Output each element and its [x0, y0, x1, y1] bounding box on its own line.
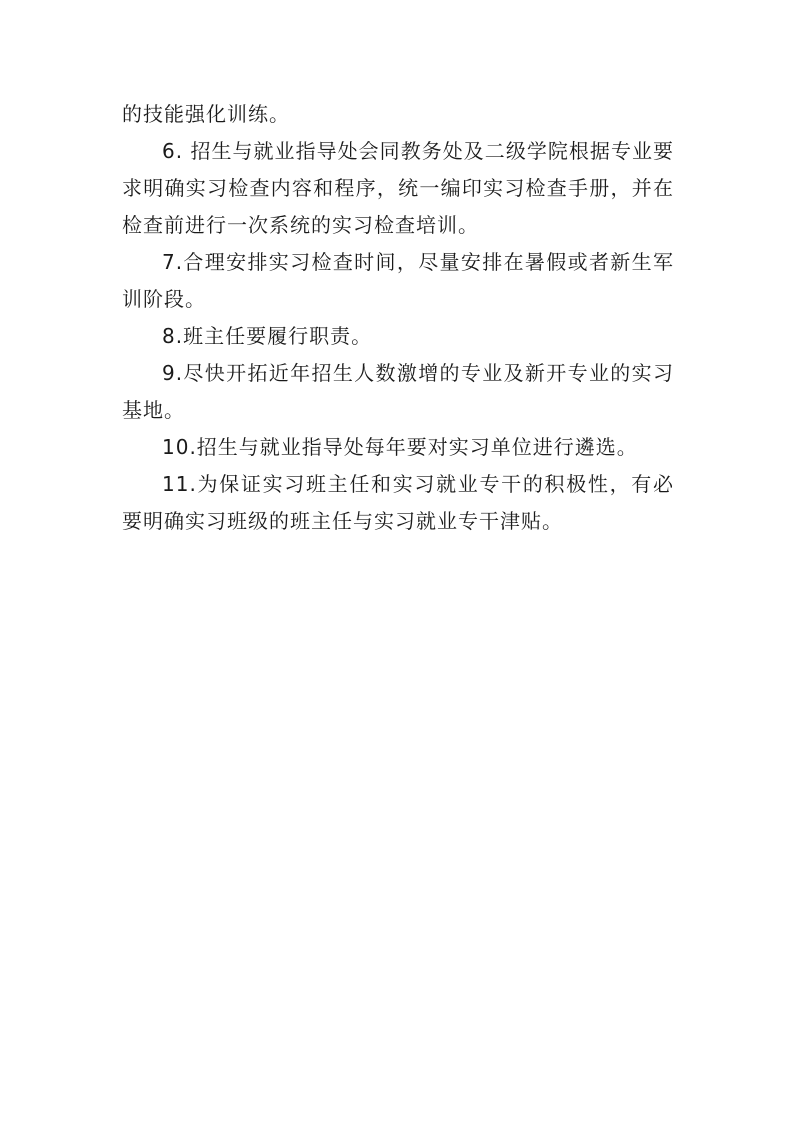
paragraph-item-11: 11.为保证实习班主任和实习就业专干的积极性，有必要明确实习班级的班主任与实习就业专干津贴。	[122, 472, 674, 533]
paragraph-continuation: 的技能强化训练。	[122, 102, 290, 126]
document-body	[122, 96, 674, 540]
paragraph-item-9: 9.尽快开拓近年招生人数激增的专业及新开专业的实习基地。	[122, 361, 674, 422]
paragraph-item-7: 7.合理安排实习检查时间，尽量安排在暑假或者新生军训阶段。	[122, 250, 674, 311]
paragraph-item-10: 10.招生与就业指导处每年要对实习单位进行遴选。	[162, 435, 638, 459]
paragraph-item-8: 8.班主任要履行职责。	[162, 324, 373, 348]
paragraph-item-6: 6. 招生与就业指导处会同教务处及二级学院根据专业要求明确实习检查内容和程序，统一编印实习检查手册，并在检查前进行一次系统的实习检查培训。	[122, 139, 674, 237]
